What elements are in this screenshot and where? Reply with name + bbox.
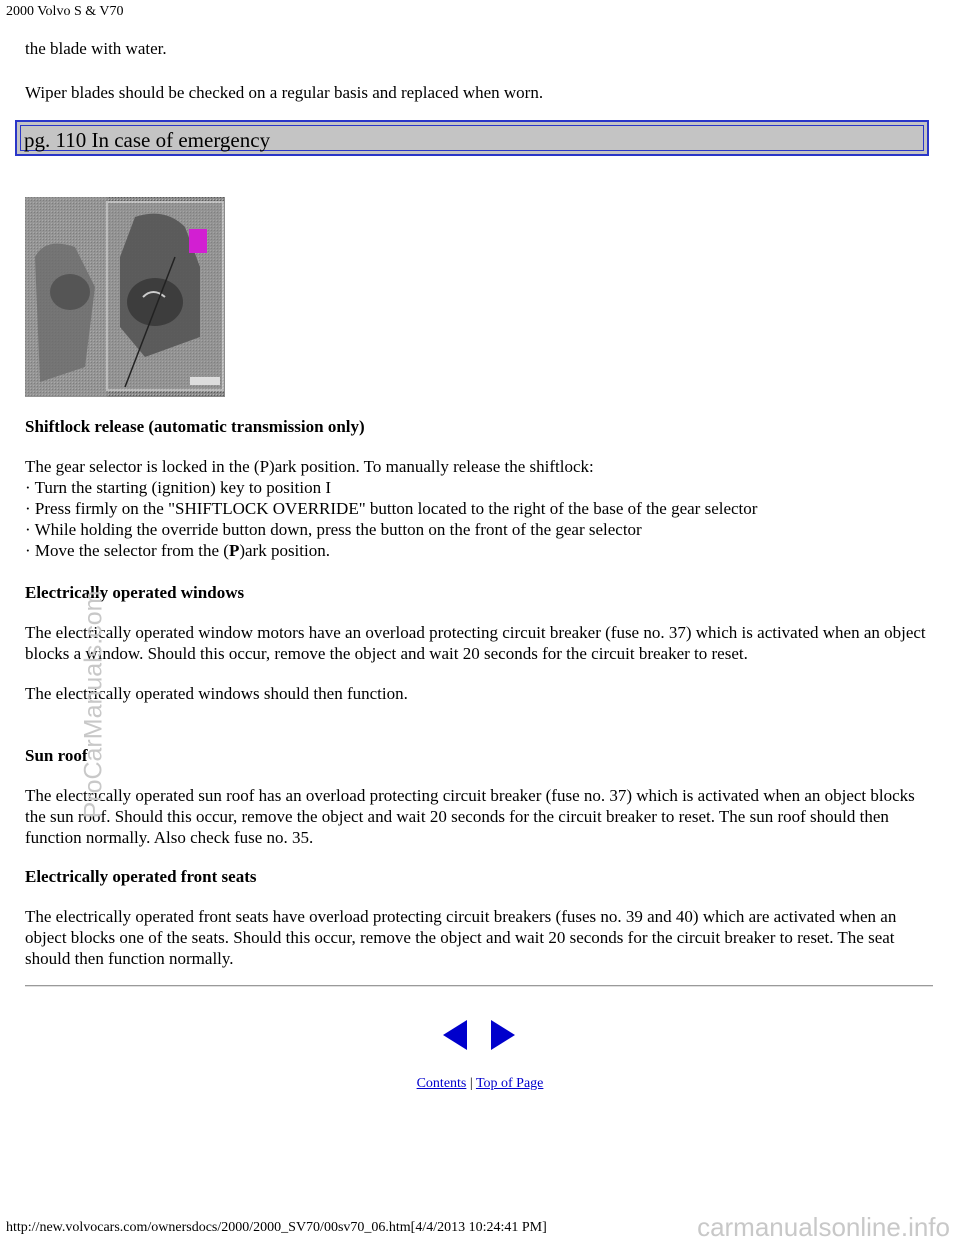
sunroof-section [25, 745, 937, 848]
horizontal-divider [25, 985, 933, 987]
windows-section [25, 582, 937, 704]
footer-url: http://new.volvocars.com/ownersdocs/2000/2000_SV70/00sv70_06.htm[4/4/2013 10:24:41 PM] [6, 1220, 547, 1235]
shiftlock-heading: Shiftlock release (automatic transmission only) [25, 417, 365, 436]
page-header-title: 2000 Volvo S & V70 [6, 4, 124, 19]
shiftlock-section [25, 416, 937, 561]
footer-links [0, 1076, 960, 1092]
intro-paragraph-2: Wiper blades should be checked on a regular basis and replaced when worn. [25, 83, 544, 102]
windows-paragraph-2: The electrically operated windows should then function. [25, 684, 408, 703]
page-navigation [443, 1020, 519, 1050]
sunroof-heading: Sun roof [25, 746, 88, 765]
windows-paragraph-1: The electrically operated window motors have an overload protecting circuit breaker (fuse no. 37) which is activated when an object blocks a window. Should this occur, remove the object and wait 20 seconds for the circuit breaker to reset. [25, 623, 926, 663]
link-separator: | [469, 1076, 473, 1091]
seats-paragraph: The electrically operated front seats have overload protecting circuit breakers (fuses no. 39 and 40) which are activated when an object blocks one of the seats. Should this occur, remove the object and wait 20 seconds for the circuit breaker to reset. The seat should then function normally. [25, 907, 897, 968]
seats-heading: Electrically operated front seats [25, 867, 257, 886]
sunroof-paragraph: The electrically operated sun roof has an overload protecting circuit breaker (fuse no. 37) which is activated when an object blocks the sun roof. Should this occur, remove the object and wait 20 seconds for the circuit breaker to reset. The sun roof should then function normally. Also check fuse no. 35. [25, 786, 915, 847]
intro-paragraph-1: the blade with water. [25, 39, 167, 58]
top-of-page-link[interactable]: Top of Page [475, 1076, 544, 1091]
left-arrow-icon[interactable] [443, 1020, 467, 1050]
shiftlock-step-2: · Press firmly on the "SHIFTLOCK OVERRIDE" button located to the right of the base of the gear selector [25, 499, 758, 518]
watermark-text: ProCarManuals.com [79, 590, 108, 819]
shiftlock-override-highlight [189, 229, 207, 253]
contents-link[interactable]: Contents [416, 1076, 467, 1091]
shiftlock-intro: The gear selector is locked in the (P)ark position. To manually release the shiftlock: [25, 457, 594, 476]
shiftlock-step-1: · Turn the starting (ignition) key to position I [25, 478, 331, 497]
gear-selector-illustration [25, 197, 225, 397]
shiftlock-figure [25, 197, 225, 397]
banner-title: pg. 110 In case of emergency [20, 125, 924, 151]
seats-section [25, 866, 937, 969]
shiftlock-step-4: · Move the selector from the (P)ark position. [25, 541, 330, 560]
intro-section [25, 38, 937, 103]
windows-heading: Electrically operated windows [25, 583, 245, 602]
right-arrow-icon[interactable] [491, 1020, 515, 1050]
section-banner [15, 120, 929, 156]
shiftlock-step-3: · While holding the override button down, press the button on the front of the gear selector [25, 520, 642, 539]
site-logo: carmanualsonline.info [697, 1212, 950, 1242]
